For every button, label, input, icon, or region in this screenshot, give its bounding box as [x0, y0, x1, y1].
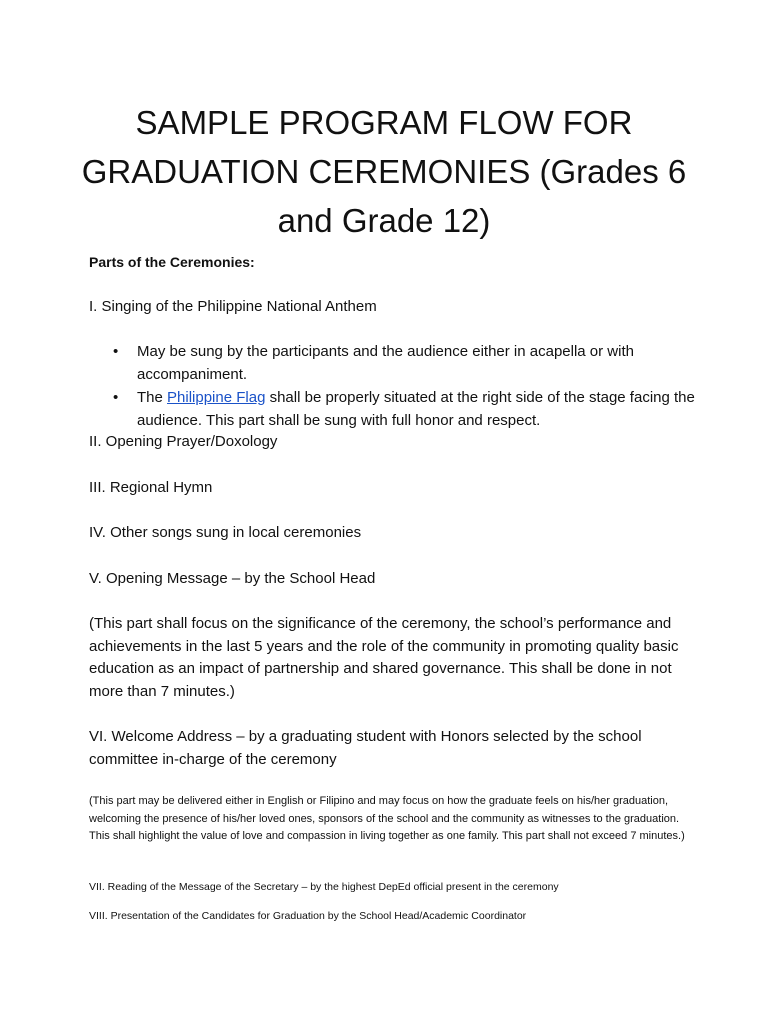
document-title: SAMPLE PROGRAM FLOW FOR GRADUATION CEREMONIES (Grades 6 and Grade 12)	[81, 104, 687, 239]
item-welcome-address: VI. Welcome Address – by a graduating student with Honors selected by the school committee in-charge of the ceremony	[89, 728, 642, 768]
item-regional-hymn: III. Regional Hymn	[89, 479, 213, 496]
bullet-item-flag	[89, 387, 709, 432]
parts-heading: Parts of the Ceremonies:	[89, 254, 255, 270]
welcome-address-note: (This part may be delivered either in English or Filipino and may focus on how the graduate feels on his/her graduation, welcoming the presence of his/her loved ones, sponsors of the school and the community as witnesses to the graduation. This shall highlight the value of love and compassion in living together as one family. This part shall not exceed 7 minutes.)	[89, 795, 685, 842]
bullet-icon: •	[113, 343, 119, 360]
opening-message-note: (This part shall focus on the significance of the ceremony, the school’s performance and achievements in the last 5 years and the role of the community in promoting quality basic education as an impact of partnership and shared governance. This shall be done in not more than 7 minutes.)	[89, 615, 679, 700]
bullet-item-acapella	[89, 341, 709, 386]
item-other-songs: IV. Other songs sung in local ceremonies	[89, 524, 362, 541]
bullet-icon: •	[113, 389, 119, 406]
bullet-text-before: The	[137, 389, 168, 406]
item-national-anthem: I. Singing of the Philippine National Anthem	[89, 298, 377, 315]
anthem-bullet-list	[89, 341, 709, 433]
bullet-text: May be sung by the participants and the audience either in acapella or with accompaniment.	[137, 343, 634, 383]
philippine-flag-link[interactable]: Philippine Flag	[167, 389, 266, 406]
item-opening-message: V. Opening Message – by the School Head	[89, 570, 376, 587]
bullet-text-after: shall be properly situated at the right side of the stage facing the audience. This part shall be sung with full honor and respect.	[137, 389, 695, 429]
item-presentation-candidates: VIII. Presentation of the Candidates for Graduation by the School Head/Academic Coordinator	[89, 910, 527, 922]
item-secretary-message: VII. Reading of the Message of the Secretary – by the highest DepEd official present in the ceremony	[89, 881, 559, 893]
item-opening-prayer: II. Opening Prayer/Doxology	[89, 433, 278, 450]
